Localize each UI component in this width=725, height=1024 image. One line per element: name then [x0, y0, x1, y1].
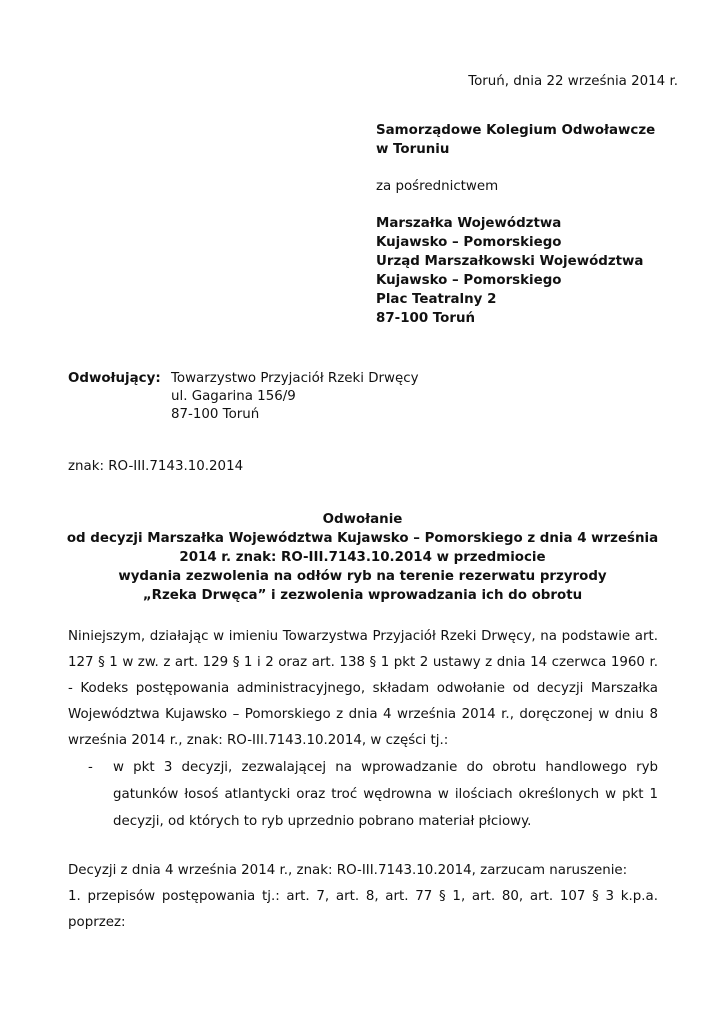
- title-line: wydania zezwolenia na odłów ryb na terenie rezerwatu przyrody: [118, 569, 607, 584]
- case-reference: znak: RO-III.7143.10.2014: [68, 459, 244, 474]
- addressee-line: 87-100 Toruń: [376, 311, 476, 326]
- addressee-via: za pośrednictwem: [376, 179, 499, 194]
- appellant-label: Odwołujący:: [68, 371, 161, 386]
- body-paragraph-1: Niniejszym, działając w imieniu Towarzystwa Przyjaciół Rzeki Drwęcy, na podstawie art. 127 § 1 w zw. z art. 129 § 1 i 2 oraz art. 138 § 1 pkt 2 ustawy z dnia 14 czerwca 1960 r. - Kodeks postępowania administracyjnego, składam odwołanie od decyzji Marszałka Województwa Kujawsko – Pomorskiego z dnia 4 września 2014 r., doręczonej w dniu 8 września 2014 r., znak: RO-III.7143.10.2014, w części tj.:: [68, 629, 658, 748]
- addressee-line: Plac Teatralny 2: [376, 292, 497, 307]
- title-line: 2014 r. znak: RO-III.7143.10.2014 w przedmiocie: [179, 550, 546, 565]
- addressee-line: w Toruniu: [376, 142, 450, 157]
- place-date: Toruń, dnia 22 września 2014 r.: [468, 74, 678, 89]
- title-line: Odwołanie: [322, 512, 403, 527]
- appellant-street: ul. Gagarina 156/9: [171, 389, 296, 404]
- list-marker: -: [88, 760, 93, 775]
- title-line: od decyzji Marszałka Województwa Kujawsko – Pomorskiego z dnia 4 września: [66, 531, 659, 546]
- document-title: [60, 510, 665, 605]
- addressee-block: [376, 121, 655, 328]
- appellant-name: Towarzystwo Przyjaciół Rzeki Drwęcy: [171, 371, 419, 386]
- body-paragraph-2: Decyzji z dnia 4 września 2014 r., znak: RO-III.7143.10.2014, zarzucam naruszenie:: [68, 863, 628, 878]
- body-paragraph-3: 1. przepisów postępowania tj.: art. 7, art. 8, art. 77 § 1, art. 80, art. 107 § 3 k.p.a. poprzez:: [68, 889, 658, 930]
- addressee-line: Marszałka Województwa: [376, 216, 562, 231]
- addressee-line: Samorządowe Kolegium Odwoławcze: [376, 123, 656, 138]
- title-line: „Rzeka Drwęca” i zezwolenia wprowadzania ich do obrotu: [142, 588, 583, 603]
- list-item: w pkt 3 decyzji, zezwalającej na wprowadzanie do obrotu handlowego ryb gatunków łosoś atlantycki oraz troć wędrowna w ilościach określonych w pkt 1 decyzji, od których to ryb uprzednio pobrano materiał płciowy.: [113, 760, 658, 829]
- addressee-line: Kujawsko – Pomorskiego: [376, 235, 562, 250]
- appellant-city: 87-100 Toruń: [171, 407, 260, 422]
- addressee-line: Urząd Marszałkowski Województwa: [376, 254, 644, 269]
- addressee-line: Kujawsko – Pomorskiego: [376, 273, 562, 288]
